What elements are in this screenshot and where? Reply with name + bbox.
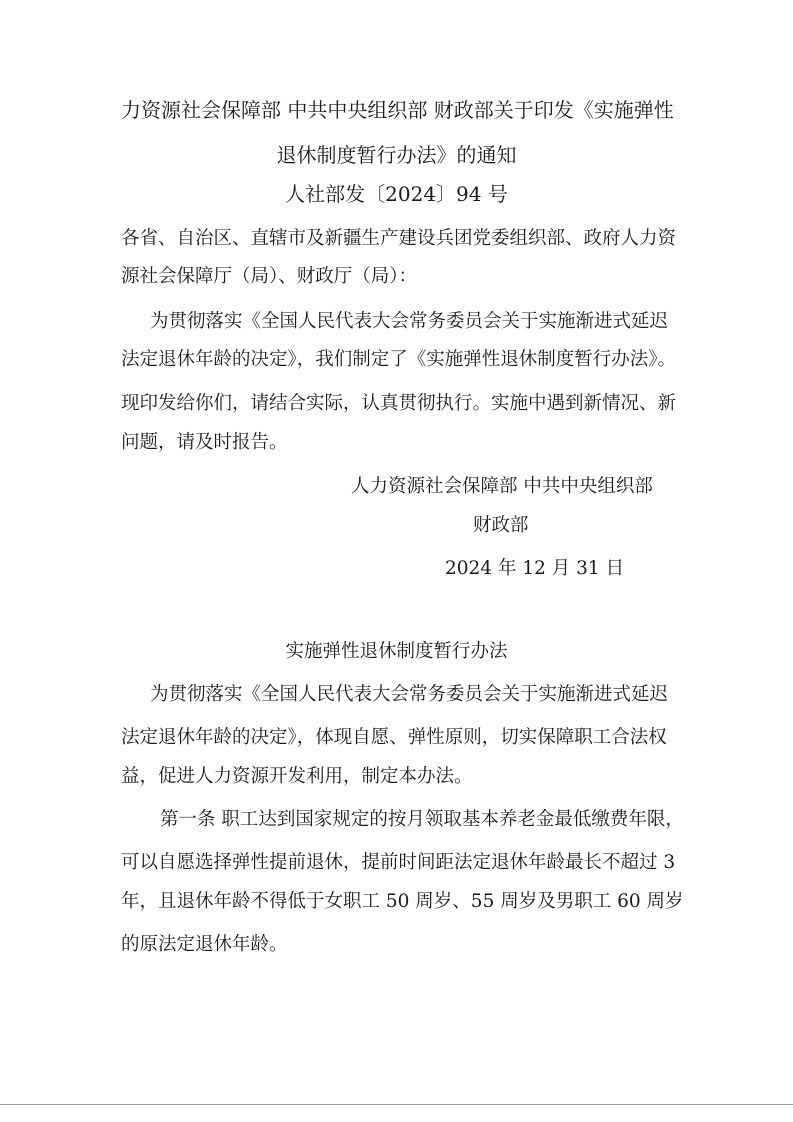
notice-body-line-4: 问题，请及时报告。	[121, 432, 288, 453]
page-bottom-divider	[0, 1104, 793, 1105]
notice-title-line-2: 退休制度暂行办法》的通知	[276, 143, 517, 167]
article-1-line-4: 的原法定退休年龄。	[121, 934, 288, 955]
signature-line-2: 财政部	[473, 515, 529, 536]
addressee-line-2: 源社会保障厅（局）、财政厅（局）：	[121, 266, 418, 287]
signature-line-1: 人力资源社会保障部 中共中央组织部	[351, 476, 653, 497]
article-1-line-3: 年，且退休年龄不得低于女职工 50 周岁、55 周岁及男职工 60 周岁	[121, 891, 684, 912]
notice-title-line-1: 力资源社会保障部 中共中央组织部 财政部关于印发《实施弹性	[121, 98, 674, 122]
notice-body-line-1: 为贯彻落实《全国人民代表大会常务委员会关于实施渐进式延迟	[150, 311, 669, 332]
notice-body-line-3: 现印发给你们，请结合实际，认真贯彻执行。实施中遇到新情况、新	[121, 393, 677, 414]
document-number: 人社部发〔2024〕94 号	[285, 182, 508, 206]
preamble-line-3: 益，促进人力资源开发利用，制定本办法。	[121, 766, 473, 787]
notice-date: 2024 年 12 月 31 日	[445, 558, 625, 579]
article-1-line-2: 可以自愿选择弹性提前退休，提前时间距法定退休年龄最长不超过 3	[121, 852, 676, 873]
preamble-line-2: 法定退休年龄的决定》，体现自愿、弹性原则，切实保障职工合法权	[121, 727, 667, 748]
measures-title: 实施弹性退休制度暂行办法	[285, 641, 508, 662]
preamble-line-1: 为贯彻落实《全国人民代表大会常务委员会关于实施渐进式延迟	[150, 684, 669, 705]
notice-body-line-2: 法定退休年龄的决定》，我们制定了《实施弹性退休制度暂行办法》。	[121, 349, 677, 370]
addressee-line-1: 各省、自治区、直辖市及新疆生产建设兵团党委组织部、政府人力资	[121, 228, 677, 249]
article-1-line-1: 第一条 职工达到国家规定的按月领取基本养老金最低缴费年限，	[160, 809, 684, 830]
